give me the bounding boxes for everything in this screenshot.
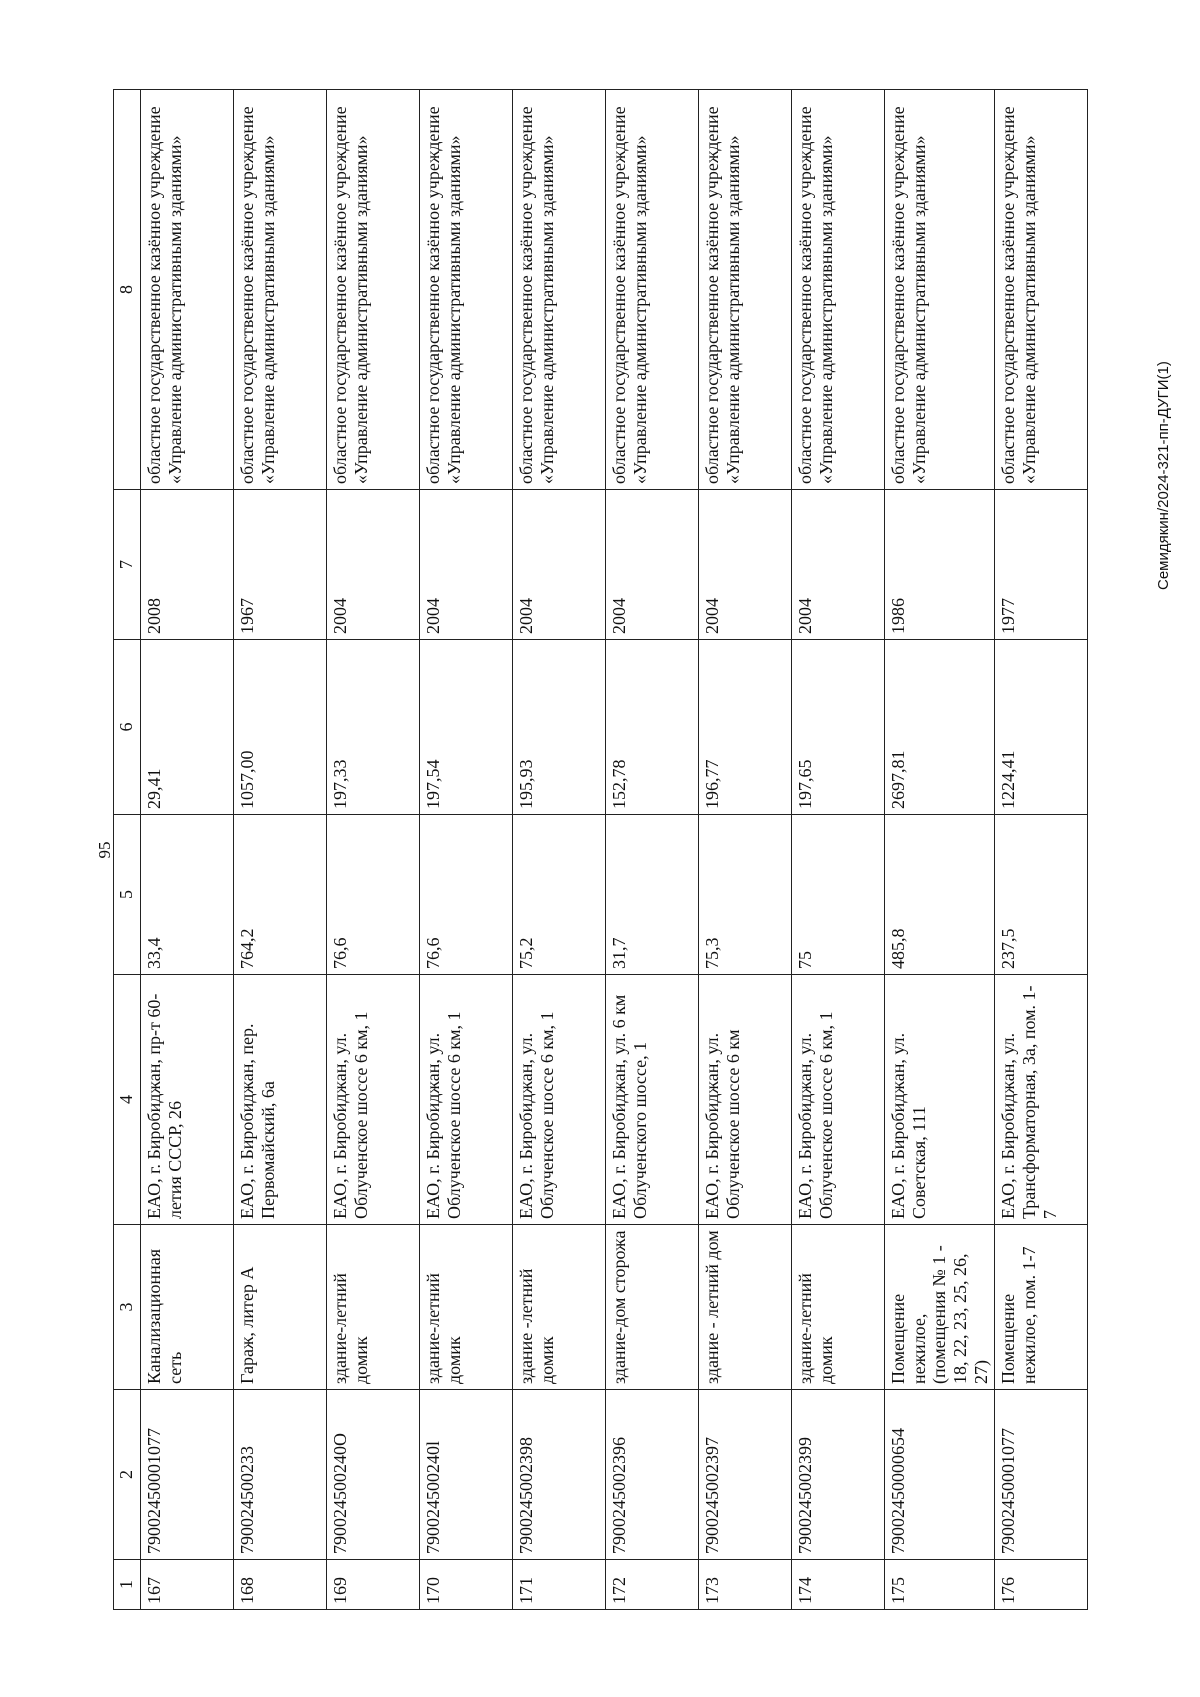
- object-address: ЕАО, г. Биробиджан, ул. Трансформаторная, 3а, пом. 1-7: [995, 975, 1088, 1225]
- table-row: [995, 90, 1088, 1610]
- construction-year: 1967: [234, 490, 327, 640]
- construction-year: 2004: [606, 490, 699, 640]
- object-address: ЕАО, г. Биробиджан, ул. Облученское шоссе 6 км, 1: [792, 975, 885, 1225]
- object-value: 29,41: [141, 640, 234, 815]
- object-area: 75,3: [699, 815, 792, 975]
- object-area: 31,7: [606, 815, 699, 975]
- object-value: 2697,81: [885, 640, 995, 815]
- rotated-document: [95, 90, 1172, 1610]
- cadastral-number: 790024500240l: [420, 1390, 513, 1560]
- object-address: ЕАО, г. Биробиджан, ул. Облученское шоссе 6 км: [699, 975, 792, 1225]
- construction-year: 2008: [141, 490, 234, 640]
- construction-year: 2004: [327, 490, 420, 640]
- object-address: ЕАО, г. Биробиджан, ул. Облученское шоссе 6 км, 1: [513, 975, 606, 1225]
- document-footer-code: Семидякин/2024-321-пп-ДУГИ(1): [1155, 361, 1172, 590]
- table-row: [885, 90, 995, 1610]
- object-name: Помещение нежилое, пом. 1-7: [995, 1225, 1088, 1390]
- right-holder: областное государственное казённое учреждение «Управление административными зданиями»: [885, 90, 995, 490]
- object-name: здание -летний домик: [513, 1225, 606, 1390]
- object-value: 197,33: [327, 640, 420, 815]
- right-holder: областное государственное казённое учреждение «Управление административными зданиями»: [699, 90, 792, 490]
- cadastral-number: 79002450001077: [141, 1390, 234, 1560]
- object-name: Канализационная сеть: [141, 1225, 234, 1390]
- table-row: [327, 90, 420, 1610]
- row-number: 173: [699, 1560, 792, 1610]
- row-number: 175: [885, 1560, 995, 1610]
- row-number: 170: [420, 1560, 513, 1610]
- object-area: 33,4: [141, 815, 234, 975]
- object-value: 152,78: [606, 640, 699, 815]
- object-value: 197,65: [792, 640, 885, 815]
- row-number: 176: [995, 1560, 1088, 1610]
- object-address: ЕАО, г. Биробиджан, ул. Облученское шоссе 6 км, 1: [327, 975, 420, 1225]
- object-area: 76,6: [420, 815, 513, 975]
- cadastral-number: 7900245002397: [699, 1390, 792, 1560]
- right-holder: областное государственное казённое учреждение «Управление административными зданиями»: [995, 90, 1088, 490]
- construction-year: 2004: [699, 490, 792, 640]
- column-header: 5: [114, 815, 141, 975]
- table-row: [141, 90, 234, 1610]
- row-number: 174: [792, 1560, 885, 1610]
- table-row: [420, 90, 513, 1610]
- cadastral-number: 7900245002398: [513, 1390, 606, 1560]
- object-name: здание-летний домик: [420, 1225, 513, 1390]
- construction-year: 1977: [995, 490, 1088, 640]
- right-holder: областное государственное казённое учреждение «Управление административными зданиями»: [792, 90, 885, 490]
- construction-year: 2004: [513, 490, 606, 640]
- object-name: Гараж, литер А: [234, 1225, 327, 1390]
- object-area: 237,5: [995, 815, 1088, 975]
- object-address: ЕАО, г. Биробиджан, пр-т 60-летия СССР, 26: [141, 975, 234, 1225]
- cadastral-number: 790024500240О: [327, 1390, 420, 1560]
- right-holder: областное государственное казённое учреждение «Управление административными зданиями»: [141, 90, 234, 490]
- column-header: 2: [114, 1390, 141, 1560]
- row-number: 168: [234, 1560, 327, 1610]
- object-address: ЕАО, г. Биробиджан, пер. Первомайский, 6а: [234, 975, 327, 1225]
- object-value: 196,77: [699, 640, 792, 815]
- cadastral-number: 7900245002396: [606, 1390, 699, 1560]
- table-row: [513, 90, 606, 1610]
- object-value: 1224,41: [995, 640, 1088, 815]
- page-number: 95: [95, 841, 114, 859]
- row-number: 167: [141, 1560, 234, 1610]
- object-address: ЕАО, г. Биробиджан, ул. 6 км Облученского шоссе, 1: [606, 975, 699, 1225]
- table-row: [606, 90, 699, 1610]
- object-area: 75,2: [513, 815, 606, 975]
- right-holder: областное государственное казённое учреждение «Управление административными зданиями»: [327, 90, 420, 490]
- property-registry-table: [113, 89, 1088, 1610]
- table-row: [792, 90, 885, 1610]
- object-area: 485,8: [885, 815, 995, 975]
- object-name: здание-летний домик: [327, 1225, 420, 1390]
- table-header-row: [114, 90, 141, 1610]
- cadastral-number: 79002450001077: [995, 1390, 1088, 1560]
- column-header: 6: [114, 640, 141, 815]
- cadastral-number: 790024500233: [234, 1390, 327, 1560]
- construction-year: 1986: [885, 490, 995, 640]
- right-holder: областное государственное казённое учреждение «Управление административными зданиями»: [606, 90, 699, 490]
- object-value: 1057,00: [234, 640, 327, 815]
- object-name: здание-дом сторожа: [606, 1225, 699, 1390]
- table-row: [234, 90, 327, 1610]
- column-header: 3: [114, 1225, 141, 1390]
- object-address: ЕАО, г. Биробиджан, ул. Советская, 111: [885, 975, 995, 1225]
- row-number: 169: [327, 1560, 420, 1610]
- object-address: ЕАО, г. Биробиджан, ул. Облученское шоссе 6 км, 1: [420, 975, 513, 1225]
- object-name: здание - летний дом: [699, 1225, 792, 1390]
- cadastral-number: 7900245002399: [792, 1390, 885, 1560]
- object-value: 195,93: [513, 640, 606, 815]
- row-number: 171: [513, 1560, 606, 1610]
- cadastral-number: 79002450000654: [885, 1390, 995, 1560]
- column-header: 7: [114, 490, 141, 640]
- object-area: 76,6: [327, 815, 420, 975]
- column-header: 1: [114, 1560, 141, 1610]
- construction-year: 2004: [792, 490, 885, 640]
- table-row: [699, 90, 792, 1610]
- object-name: здание-летний домик: [792, 1225, 885, 1390]
- right-holder: областное государственное казённое учреждение «Управление административными зданиями»: [513, 90, 606, 490]
- construction-year: 2004: [420, 490, 513, 640]
- column-header: 8: [114, 90, 141, 490]
- object-area: 75: [792, 815, 885, 975]
- right-holder: областное государственное казённое учреждение «Управление административными зданиями»: [420, 90, 513, 490]
- object-value: 197,54: [420, 640, 513, 815]
- object-name: Помещение нежилое, (помещения № 1 - 18, 22, 23, 25, 26, 27): [885, 1225, 995, 1390]
- object-area: 764,2: [234, 815, 327, 975]
- column-header: 4: [114, 975, 141, 1225]
- row-number: 172: [606, 1560, 699, 1610]
- right-holder: областное государственное казённое учреждение «Управление административными зданиями»: [234, 90, 327, 490]
